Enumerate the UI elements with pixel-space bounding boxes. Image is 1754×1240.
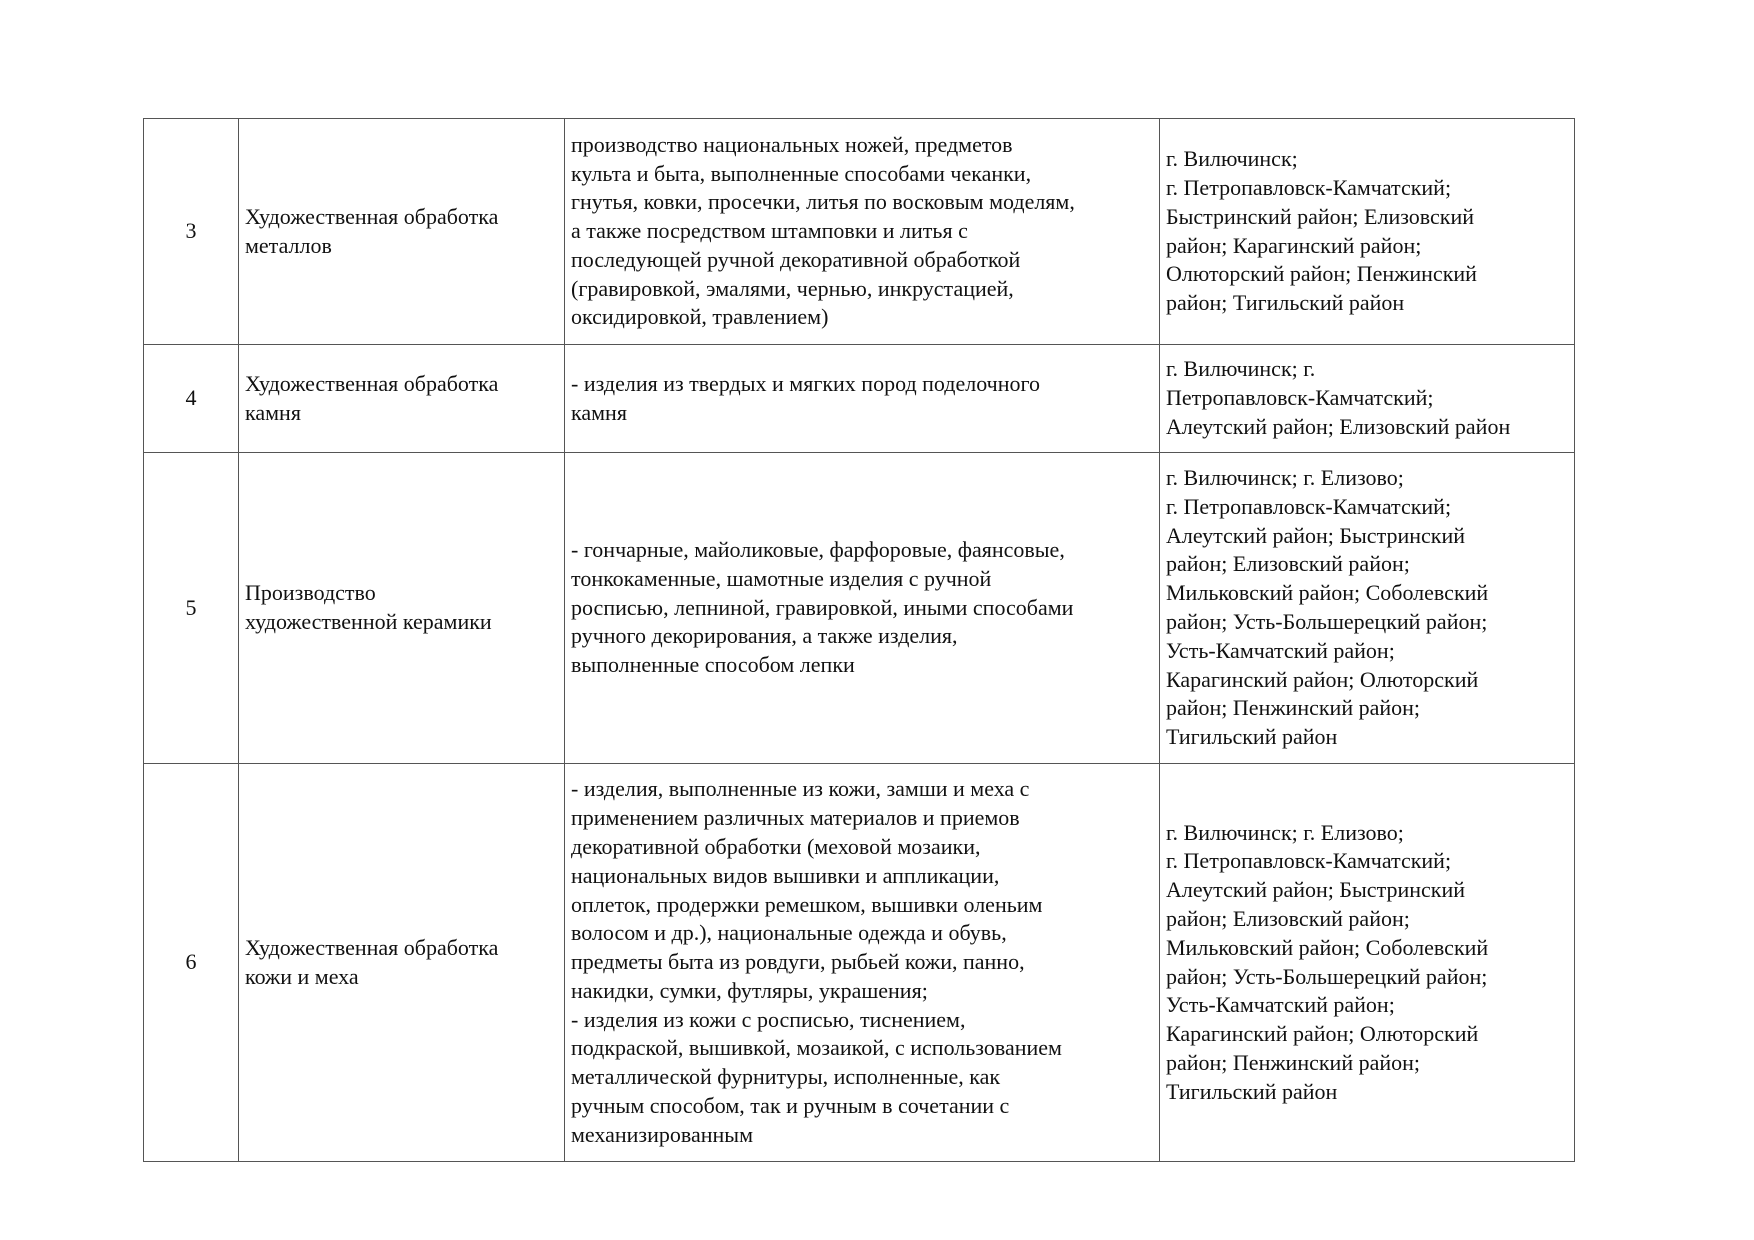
table-row [144, 119, 1575, 345]
table-row [144, 345, 1575, 453]
craft-name: Художественная обработка металлов [239, 119, 565, 345]
craft-name: Художественная обработка камня [239, 345, 565, 453]
craft-locations: г. Вилючинск; г. Петропавловск-Камчатский; Алеутский район; Елизовский район [1160, 345, 1575, 453]
crafts-table [143, 118, 1575, 1162]
craft-description: - гончарные, майоликовые, фарфоровые, фаянсовые, тонкокаменные, шамотные изделия с ручной росписью, лепниной, гравировкой, иными способами ручного декорирования, а также изделия, выполненные способом лепки [565, 453, 1160, 764]
craft-description: производство национальных ножей, предметов культа и быта, выполненные способами чеканки, гнутья, ковки, просечки, литья по восковым моделям, а также посредством штамповки и литья с последующей ручной декоративной обработкой (гравировкой, эмалями, чернью, инкрустацией, оксидировкой, травлением) [565, 119, 1160, 345]
row-number: 4 [144, 345, 239, 453]
row-number: 5 [144, 453, 239, 764]
craft-description: - изделия, выполненные из кожи, замши и меха с применением различных материалов и приемов декоративной обработки (меховой мозаики, национальных видов вышивки и аппликации, оплеток, продержки ремешком, вышивки оленьим волосом и др.), национальные одежда и обувь, предметы быта из ровдуги, рыбьей кожи, панно, накидки, сумки, футляры, украшения; - изделия из кожи с росписью, тиснением, подкраской, вышивкой, мозаикой, с использованием металлической фурнитуры, исполненные, как ручным способом, так и ручным в сочетании с механизированным [565, 764, 1160, 1162]
craft-locations: г. Вилючинск; г. Елизово; г. Петропавловск-Камчатский; Алеутский район; Быстринский район; Елизовский район; Мильковский район; Соболевский район; Усть-Большерецкий район; Усть-Камчатский район; Карагинский район; Олюторский район; Пенжинский район; Тигильский район [1160, 453, 1575, 764]
craft-name: Художественная обработка кожи и меха [239, 764, 565, 1162]
craft-locations: г. Вилючинск; г. Елизово; г. Петропавловск-Камчатский; Алеутский район; Быстринский район; Елизовский район; Мильковский район; Соболевский район; Усть-Большерецкий район; Усть-Камчатский район; Карагинский район; Олюторский район; Пенжинский район; Тигильский район [1160, 764, 1575, 1162]
table-row [144, 764, 1575, 1162]
table-row [144, 453, 1575, 764]
craft-name: Производство художественной керамики [239, 453, 565, 764]
craft-description: - изделия из твердых и мягких пород поделочного камня [565, 345, 1160, 453]
row-number: 6 [144, 764, 239, 1162]
row-number: 3 [144, 119, 239, 345]
craft-locations: г. Вилючинск; г. Петропавловск-Камчатский; Быстринский район; Елизовский район; Карагинский район; Олюторский район; Пенжинский район; Тигильский район [1160, 119, 1575, 345]
